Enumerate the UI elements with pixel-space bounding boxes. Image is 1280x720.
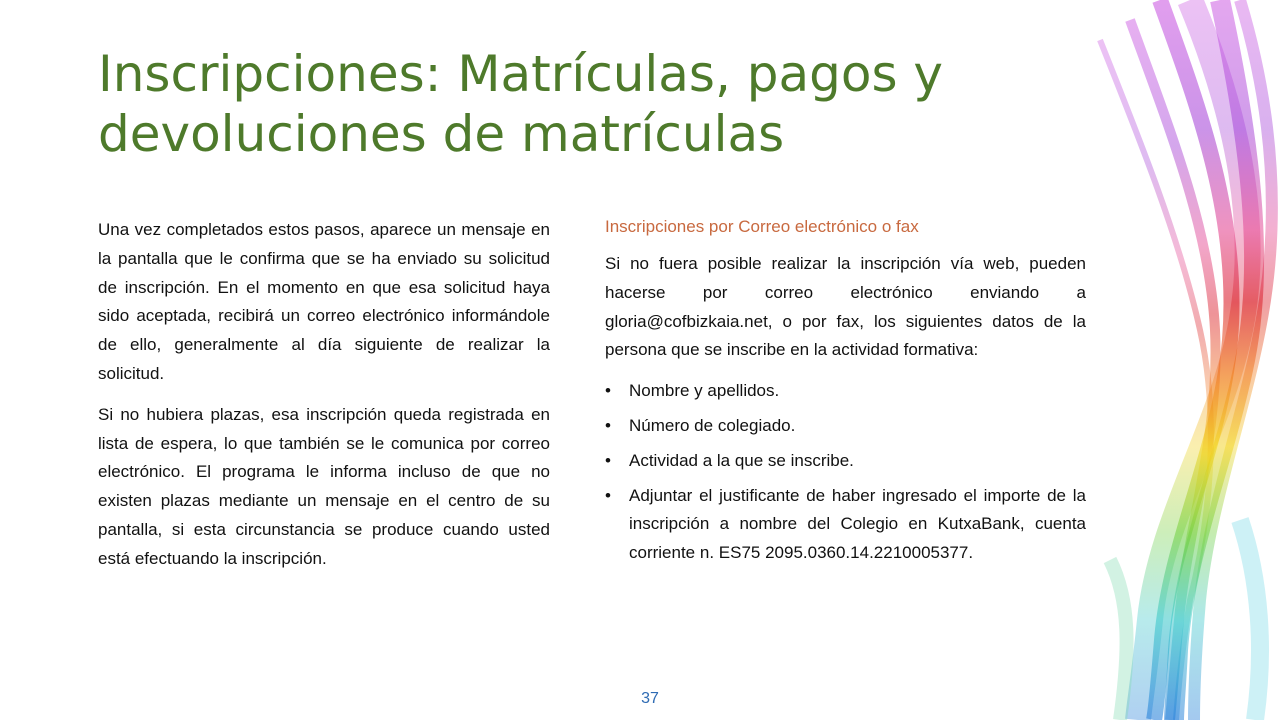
list-item [605, 377, 1086, 406]
right-column [605, 216, 1086, 574]
list-item-text: Adjuntar el justificante de haber ingresado el importe de la inscripción a nombre del Colegio en KutxaBank, cuenta corriente n. ES75 2095.0360.14.2210005377. [629, 485, 1086, 563]
right-intro-paragraph: Si no fuera posible realizar la inscripción vía web, pueden hacerse por correo electrónico enviando a gloria@cofbizkaia.net, o por fax, los siguientes datos de la persona que se inscribe en la actividad formativa: [605, 254, 1086, 360]
left-paragraph-2: Si no hubiera plazas, esa inscripción queda registrada en lista de espera, lo que también se le comunica por correo electrónico. El programa le informa incluso de que no existen plazas mediante un mensaje en el centro de su pantalla, si esta circunstancia se produce cuando usted está efectuando la inscripción. [98, 404, 550, 568]
left-column [98, 216, 550, 586]
rainbow-ribbon-decoration [1090, 0, 1280, 720]
bullet-icon: • [605, 381, 611, 401]
bullet-icon: • [605, 415, 611, 435]
bullet-icon: • [605, 485, 611, 505]
requirements-list [605, 377, 1086, 568]
list-item-text: Nombre y apellidos. [629, 381, 780, 401]
list-item [605, 447, 1086, 476]
list-item [605, 412, 1086, 441]
list-item-text: Actividad a la que se inscribe. [629, 450, 854, 470]
left-paragraph-1: Una vez completados estos pasos, aparece un mensaje en la pantalla que le confirma que se ha enviado su solicitud de inscripción. En el momento en que esa solicitud haya sido aceptada, recibirá un correo electrónico informándole de ello, generalmente al día siguiente de realizar la solicitud. [98, 220, 550, 383]
bullet-icon: • [605, 450, 611, 470]
list-item [605, 482, 1086, 568]
page-number: 37 [641, 690, 659, 707]
slide-title: Inscripciones: Matrículas, pagos y devoluciones de matrículas [98, 45, 943, 163]
list-item-text: Número de colegiado. [629, 415, 796, 435]
right-subheading: Inscripciones por Correo electrónico o fax [605, 217, 919, 236]
